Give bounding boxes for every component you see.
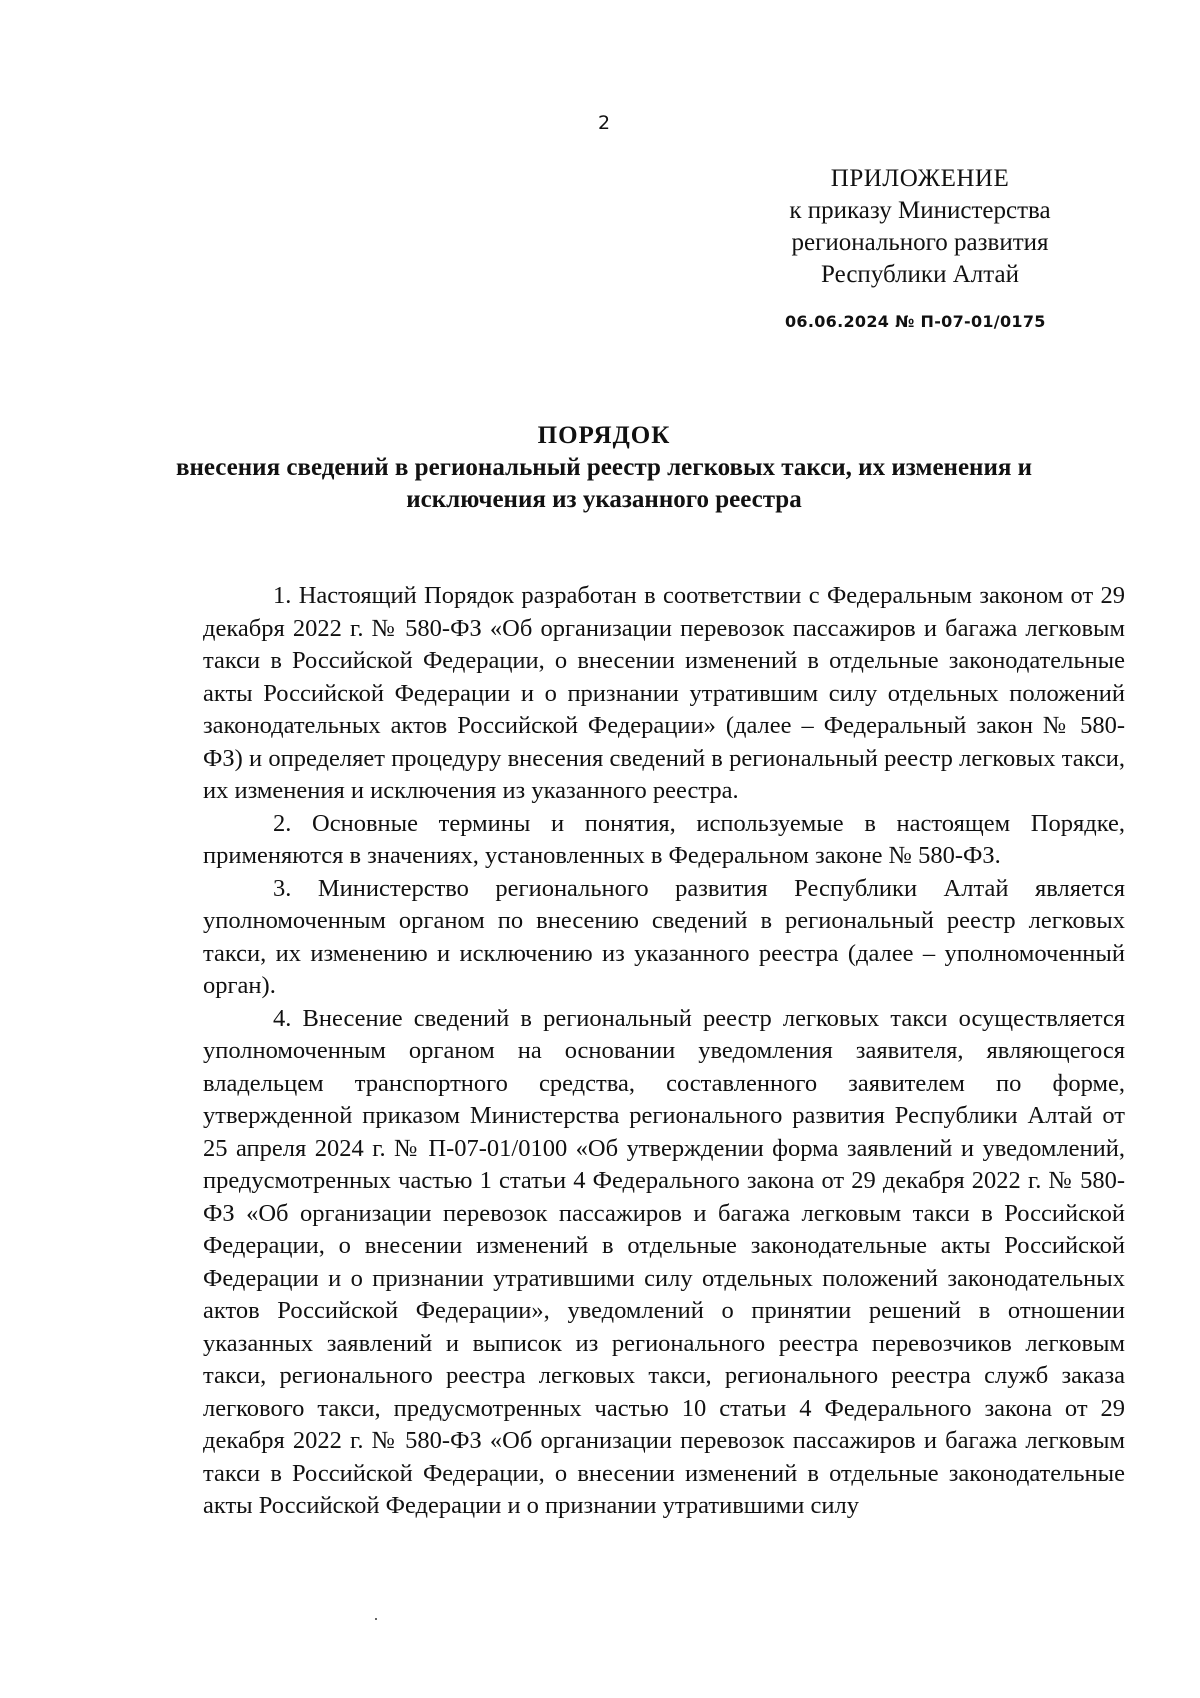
appendix-line-1: к приказу Министерства [789,197,1051,224]
scan-artifact [375,1618,377,1620]
appendix-line-3: Республики Алтай [821,261,1019,288]
document-title-line-2: исключения из указанного реестра [406,486,802,513]
paragraph-3: 3. Министерство регионального развития Республики Алтай является уполномоченным органом по внесению сведений в региональный реестр легковых такси, их изменению и исключению из указанного реестра (далее – уполномоченный орган). [203,874,1125,999]
document-title-line-1: внесения сведений в региональный реестр легковых такси, их изменения и [175,454,1033,481]
paragraph-1: 1. Настоящий Порядок разработан в соответствии с Федеральным законом от 29 декабря 2022 г. № 580-ФЗ «Об организации перевозок пассажиров и багажа легковым такси в Российской Федерации, о внесении изменений в отдельные законодательные акты Российской Федерации и о признании утратившим силу отдельных положений законодательных актов Российской Федерации» (далее – Федеральный закон № 580-ФЗ) и определяет процедуру внесения сведений в региональный реестр легковых такси, их изменения и исключения из указанного реестра. [203,582,1125,804]
document-body [203,580,1125,1523]
document-title [0,420,1200,516]
appendix-line-2: регионального развития [791,229,1049,256]
appendix-block [770,163,1070,291]
document-title-main: ПОРЯДОК [537,422,671,449]
paragraph-2: 2. Основные термины и понятия, используемые в настоящем Порядке, применяются в значениях, установленных в Федеральном законе № 580-ФЗ. [203,809,1125,869]
paragraph-4: 4. Внесение сведений в региональный реестр легковых такси осуществляется уполномоченным органом на основании уведомления заявителя, являющегося владельцем транспортного средства, составленного заявителем по форме, утвержденной приказом Министерства регионального развития Республики Алтай от 25 апреля 2024 г. № П-07-01/0100 «Об утверждении форма заявлений и уведомлений, предусмотренных частью 1 статьи 4 Федерального закона от 29 декабря 2022 г. № 580-ФЗ «Об организации перевозок пассажиров и багажа легковым такси в Российской Федерации, о внесении изменений в отдельные законодательные акты Российской Федерации и о признании утратившими силу отдельных положений законодательных актов Российской Федерации», уведомлений о принятии решений в отношении указанных заявлений и выписок из регионального реестра перевозчиков легковым такси, регионального реестра легковых такси, регионального реестра служб заказа легкового такси, предусмотренных частью 10 статьи 4 Федерального закона от 29 декабря 2022 г. № 580-ФЗ «Об организации перевозок пассажиров и багажа легковым такси в Российской Федерации, о внесении изменений в отдельные законодательные акты Российской Федерации и о признании утратившими силу [203,1004,1125,1519]
page-number: 2 [597,112,611,134]
order-reference: 06.06.2024 № П-07-01/0175 [785,312,1046,331]
appendix-title: ПРИЛОЖЕНИЕ [830,165,1010,192]
